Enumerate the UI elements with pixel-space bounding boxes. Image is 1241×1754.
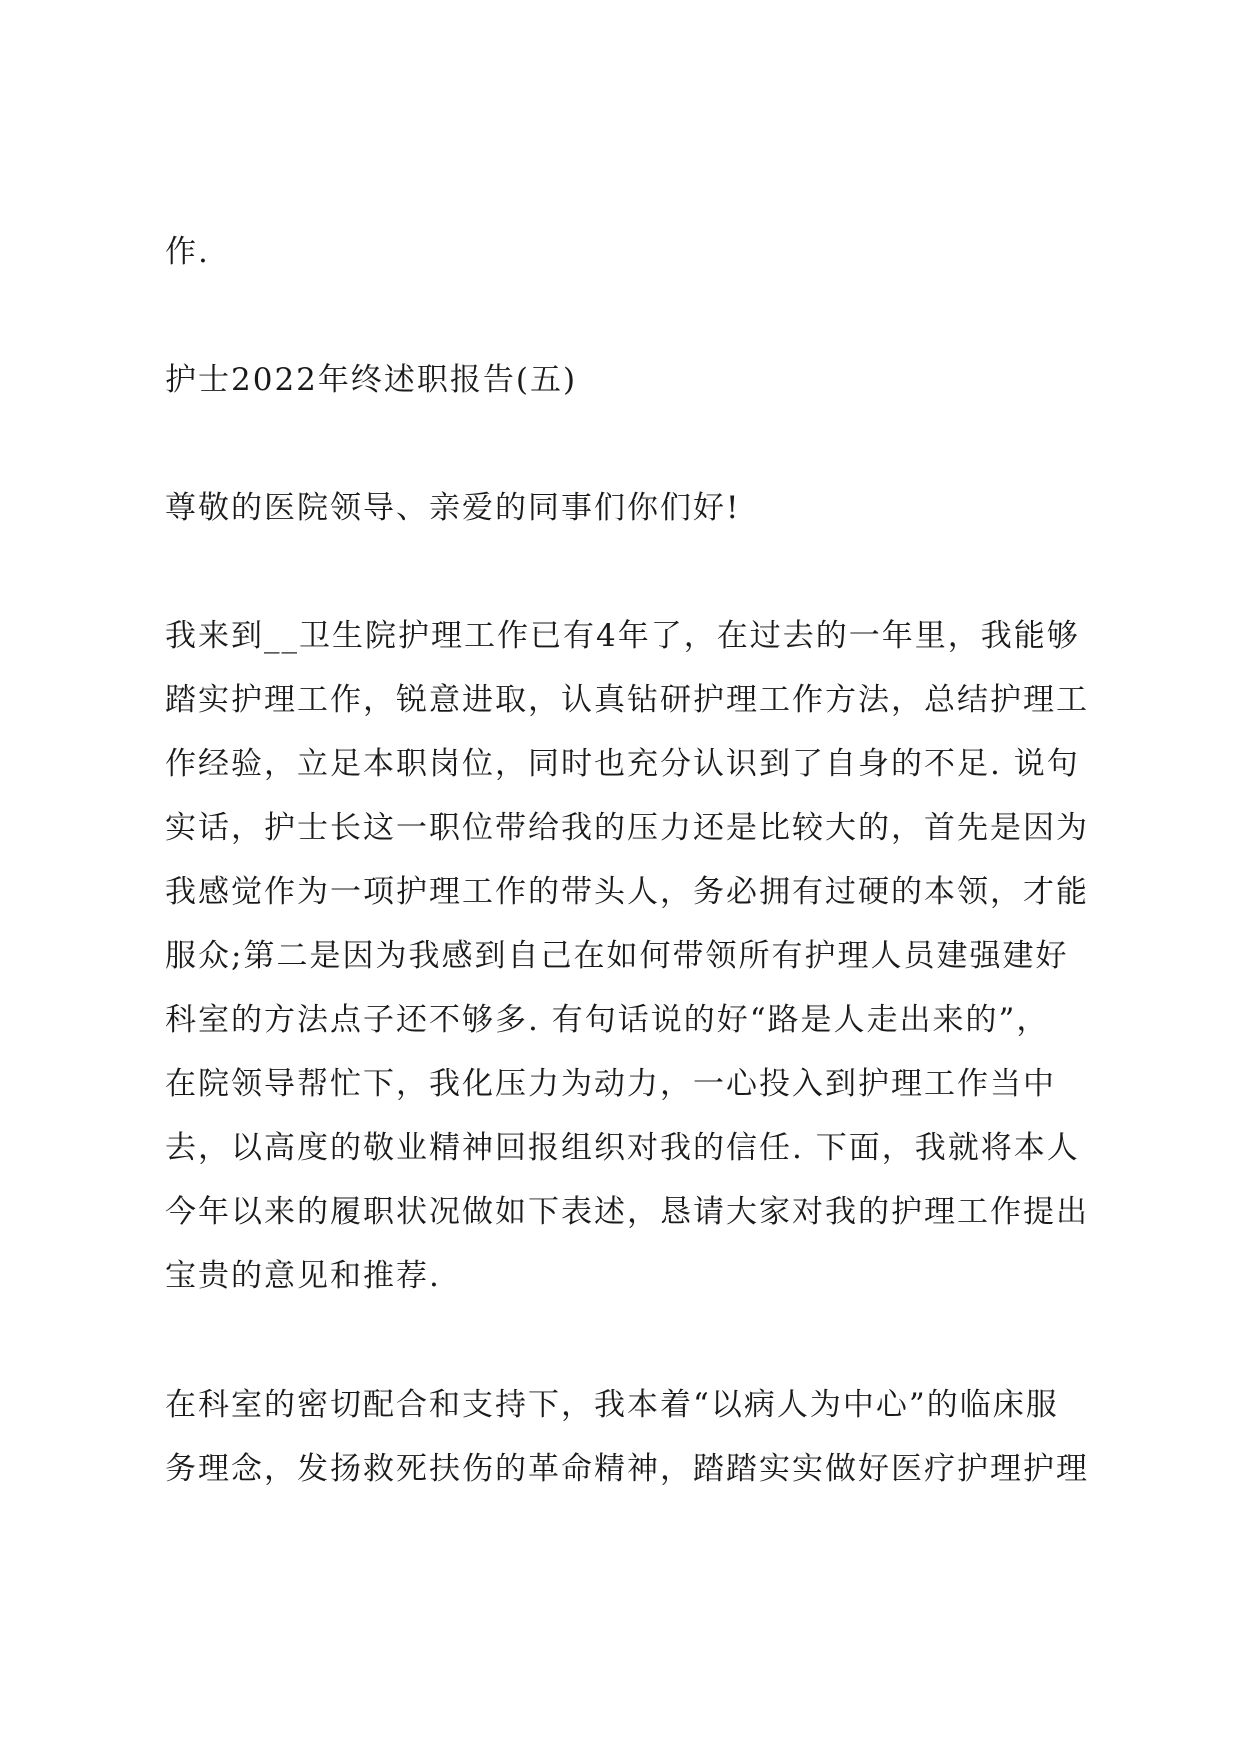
paragraph-line: 在院领导帮忙下，我化压力为动力，一心投入到护理工作当中	[165, 1066, 1056, 1102]
paragraph-line: 我感觉作为一项护理工作的带头人，务必拥有过硬的本领，才能	[165, 874, 1089, 910]
paragraph-line: 务理念，发扬救死扶伤的革命精神，踏踏实实做好医疗护理护理	[165, 1451, 1089, 1487]
paragraph-line: 作经验，立足本职岗位，同时也充分认识到了自身的不足. 说句	[165, 746, 1080, 782]
paragraph-line: 宝贵的意见和推荐.	[165, 1258, 441, 1294]
paragraph-line: 实话，护士长这一职位带给我的压力还是比较大的，首先是因为	[165, 810, 1089, 846]
greeting-line: 尊敬的医院领导、亲爱的同事们你们好!	[165, 490, 741, 526]
continuation-line: 作.	[165, 234, 210, 270]
section-heading: 护士2022年终述职报告(五)	[165, 362, 578, 398]
paragraph-line: 科室的方法点子还不够多. 有句话说的好“路是人走出来的”，	[165, 1002, 1050, 1038]
paragraph-line: 踏实护理工作，锐意进取，认真钻研护理工作方法，总结护理工	[165, 682, 1089, 718]
paragraph-line: 我来到__卫生院护理工作已有4年了，在过去的一年里，我能够	[165, 618, 1080, 654]
paragraph-line: 在科室的密切配合和支持下，我本着“以病人为中心”的临床服	[165, 1387, 1059, 1423]
paragraph-line: 服众;第二是因为我感到自己在如何带领所有护理人员建强建好	[165, 938, 1069, 974]
paragraph-line: 今年以来的履职状况做如下表述，恳请大家对我的护理工作提出	[165, 1194, 1089, 1230]
paragraph-line: 去，以高度的敬业精神回报组织对我的信任. 下面，我就将本人	[165, 1130, 1080, 1166]
